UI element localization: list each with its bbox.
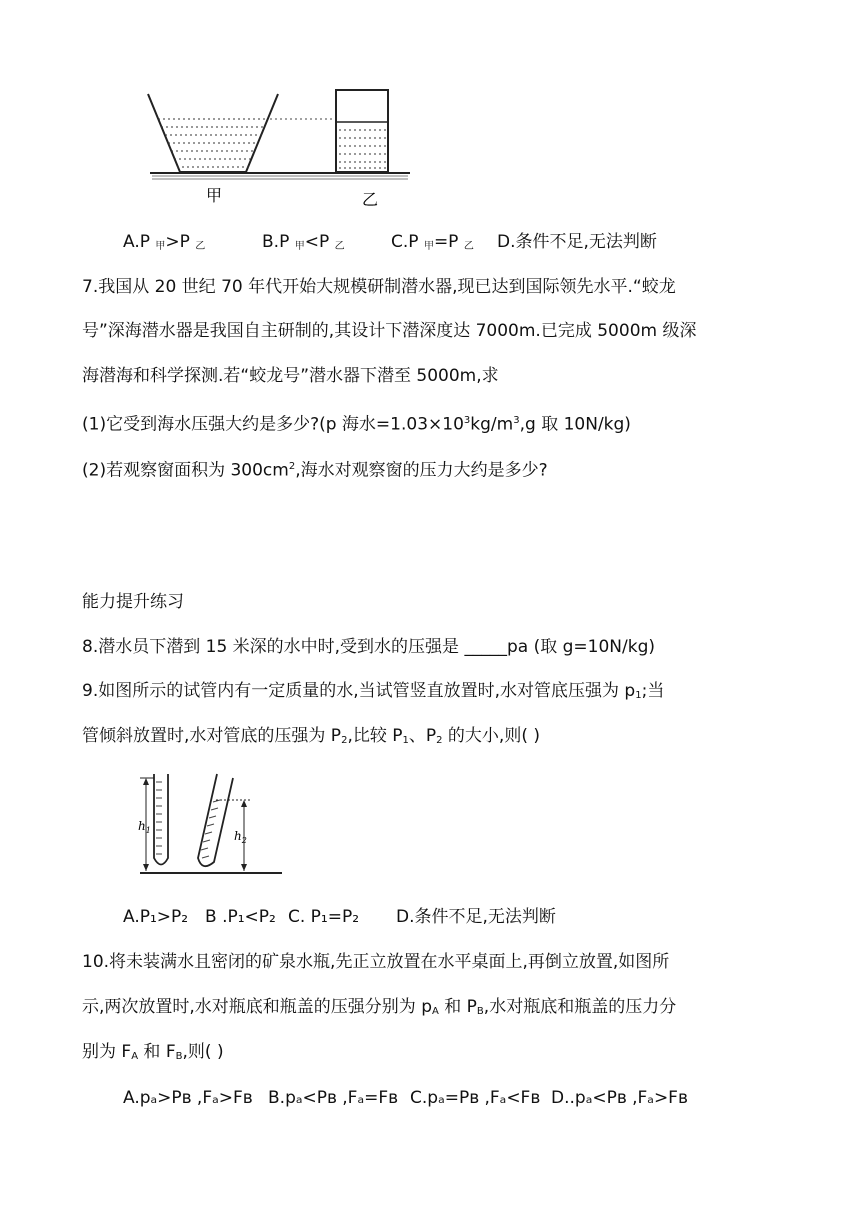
section-title: 能力提升练习 — [82, 592, 184, 612]
q10-line1: 10.将未装满水且密闭的矿泉水瓶,先正立放置在水平桌面上,再倒立放置,如图所 — [82, 952, 670, 972]
q8-text: 8.潜水员下潜到 15 米深的水中时,受到水的压强是 _____pa (取 g=10N/kg) — [82, 637, 655, 657]
label-h1: $h_1$ — [138, 819, 151, 835]
q6-option-b: B.P $_甲$<P $_乙$ — [262, 232, 345, 252]
q7-sub1: (1)它受到海水压强大约是多少?(p 海水$=1.03\times 10^3kg/m^3,g$ 取 10N/kg) — [82, 414, 631, 435]
q6-option-a: A.P $_甲$>P $_乙$ — [123, 232, 206, 252]
label-yi: 乙 — [362, 190, 379, 208]
q7-sub2: (2)若观察窗面积为 $300cm^2$,海水对观察窗的压力大约是多少? — [82, 460, 548, 481]
q9-line1: 9.如图所示的试管内有一定质量的水,当试管竖直放置时,水对管底压强为 $p_1$;当 — [82, 681, 665, 701]
q7-line2: 号”深海潜水器是我国自主研制的,其设计下潜深度达 7000m.已完成 5000m 级深 — [82, 321, 697, 341]
q7-line1: 7.我国从 20 世纪 70 年代开始大规模研制潜水器,现已达到国际领先水平.“蛟龙 — [82, 277, 676, 297]
q9-option-a: A.P₁>P₂ — [123, 907, 189, 927]
q9-option-d: D.条件不足,无法判断 — [396, 907, 556, 927]
figure-containers — [140, 88, 420, 208]
label-jia: 甲 — [206, 186, 223, 205]
q10-line2: 示,两次放置时,水对瓶底和瓶盖的压强分别为 $p_A$ 和 $P_B$,水对瓶底和瓶盖的压力分 — [82, 997, 677, 1017]
label-h2: $h_2$ — [234, 829, 247, 845]
q6-option-c: C.P $_甲$=P $_乙$ — [391, 232, 474, 252]
q10-line3: 别为 $F_A$ 和 $F_B$,则( ) — [82, 1042, 224, 1062]
q9-line2: 管倾斜放置时,水对管底的压强为 $P_2$,比较 $P_1$、$P_2$ 的大小,则( ) — [82, 726, 540, 746]
q10-option-d: D..pₐ<Pʙ ,Fₐ>Fʙ — [551, 1088, 688, 1108]
q7-line3: 海潜海和科学探测.若“蛟龙号”潜水器下潜至 5000m,求 — [82, 366, 499, 386]
q10-option-b: B.pₐ<Pʙ ,Fₐ=Fʙ — [268, 1088, 398, 1108]
figure-test-tubes — [132, 770, 302, 880]
q10-option-a: A.pₐ>Pʙ ,Fₐ>Fʙ — [123, 1088, 253, 1108]
q10-option-c: C.pₐ=Pʙ ,Fₐ<Fʙ — [410, 1088, 541, 1108]
q9-option-c: C. P₁=P₂ — [288, 907, 360, 927]
q6-option-d: D.条件不足,无法判断 — [497, 232, 657, 252]
q9-option-b: B .P₁<P₂ — [205, 907, 276, 927]
